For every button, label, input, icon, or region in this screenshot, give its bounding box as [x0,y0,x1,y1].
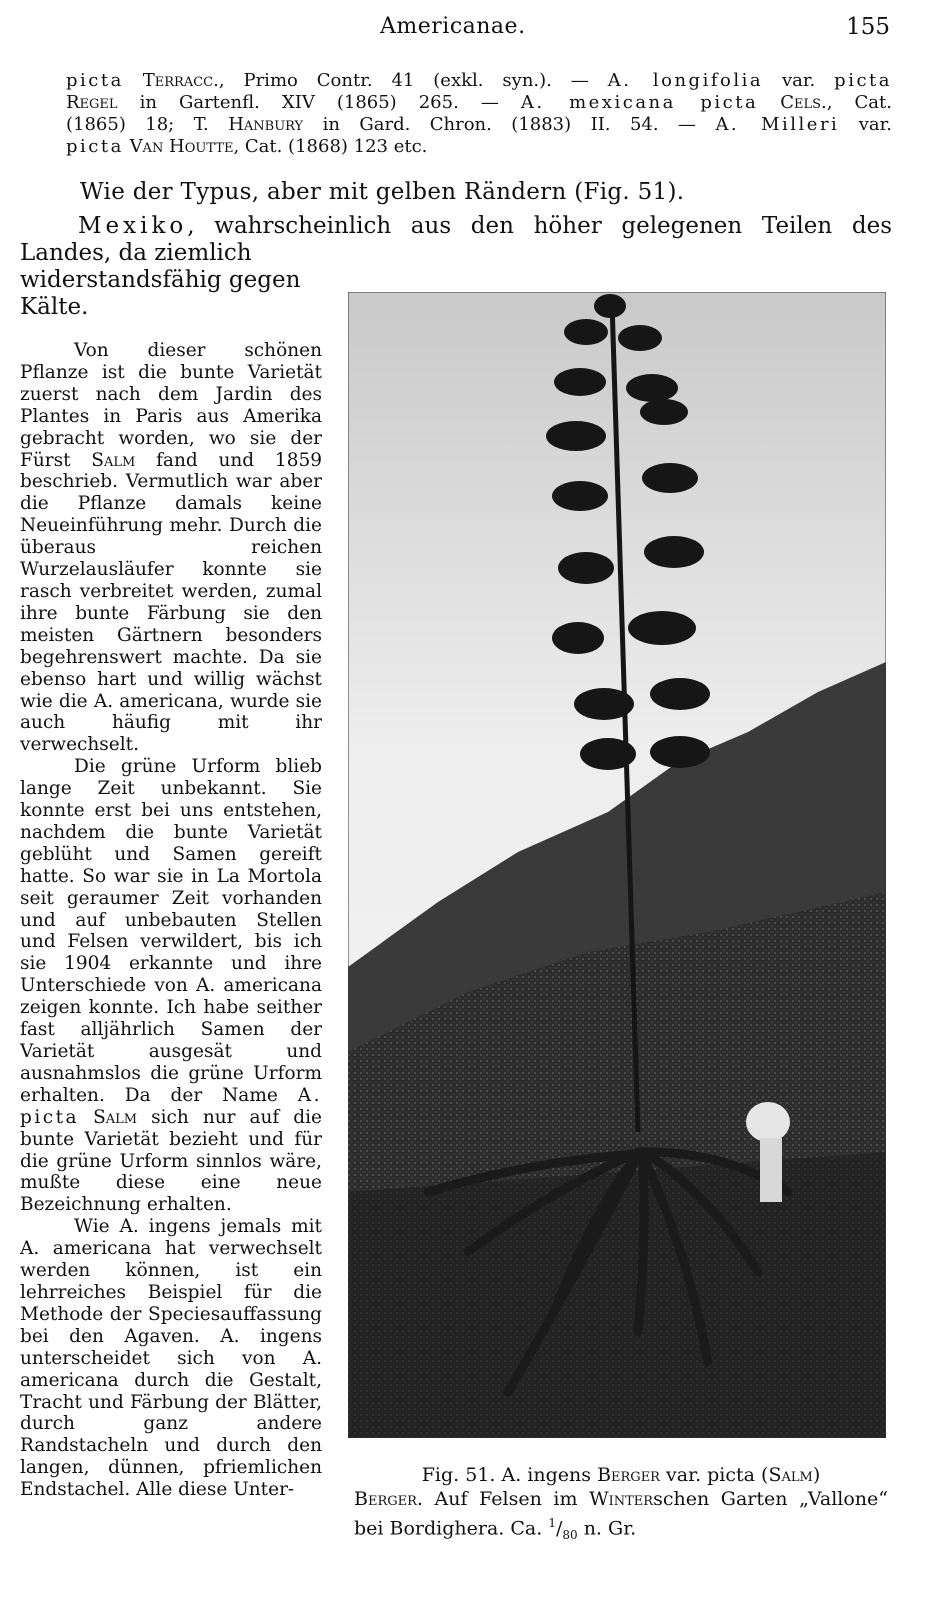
country-name: Mexiko [78,213,188,239]
paragraph: Wie A. ingens jemals mit A. americana hat verwechselt werden können, ist ein lehrreiches Beispiel für die Methode der Speciesauffassung bei den Agaven. A. ingens unterscheidet sich von A. americana durch die Gestalt, Tracht und Färbung der Blätter, durch ganz andere Randstacheln und durch den langen, dünnen, pfriemlichen Endstachel. Alle diese Unter- [20,1216,322,1501]
scale-numerator: 1 [548,1516,556,1530]
page-number: 155 [846,14,890,40]
author: Cels. [780,92,827,113]
synonym-line [66,136,892,158]
body-text [20,340,322,1501]
caption-text: var. picta ( [659,1464,769,1486]
agave-photo-drawing [348,292,886,1438]
garden-owner: Winter [589,1488,654,1510]
running-head: Americanae. [380,14,526,39]
caption-line [354,1463,888,1487]
paragraph [20,340,322,756]
citation: in Gartenfl. XIV (1865) 265. — [117,92,521,113]
caption-text: n. Gr. [577,1517,637,1540]
epithet: picta [66,70,124,91]
paragraph-text: sich nur auf die bunte Varietät bezieht und für die grüne Urform sinnlos wäre, mußte diese eine neue Bezeichnung erhalten. [20,1106,322,1216]
scale-separator: / [555,1517,563,1540]
synonym-block [66,70,892,158]
author: Berger [354,1488,417,1510]
author: Salm [93,1106,138,1128]
paragraph [20,756,322,1216]
author: Regel [66,92,118,113]
agave-photograph [348,292,886,1438]
synonym-line [66,92,892,114]
citation: (1865) 18; T. [66,114,229,135]
species-name: A. longifolia [607,70,764,91]
citation: , Cat. (1868) 123 etc. [233,136,428,157]
author: Salm [91,449,136,471]
paragraph-text: fand und 1859 beschrieb. Vermutlich war aber die Pflanze damals keine Neueinführung mehr. Durch die überaus reichen Wurzelausläufer konnte sie rasch verbreitet werden, zumal ihre bunte Färbung sie den meisten Gärtnern besonders begehrenswert machte. Da sie ebenso hart und willig wächst wie die A. americana, wurde sie auch häufig mit ihr verwechselt. [20,449,323,756]
author: Salm [768,1464,813,1486]
synonym-line [66,70,892,92]
author: Berger [597,1464,660,1486]
author: Terracc. [142,70,219,91]
epithet: picta [66,136,124,157]
author: Hanbury [228,114,304,135]
distribution-text: , wahrscheinlich aus den höher gelegenen Teilen des [187,213,892,239]
rank: var. [839,114,892,135]
author: Van Houtte [129,136,234,157]
distribution-line-1 [78,213,892,240]
distribution-line-2: Landes, da ziemlich widerstandsfähig gegen Kälte. [20,240,301,320]
caption-line [354,1487,888,1547]
caption-text: Fig. 51. A. ingens [421,1464,598,1486]
paragraph-text: Von dieser schönen Pflanze ist die bunte Varietät zuerst nach dem Jardin des Plantes in Paris aus Amerika gebracht worden, wo sie der Fürst [20,340,322,471]
diagnosis: Wie der Typus, aber mit gelben Rändern (Fig. 51). [80,179,685,205]
paragraph-text: Die grüne Urform blieb lange Zeit unbekannt. Sie konnte erst bei uns entstehen, nachdem die bunte Varietät geblüht und Samen gereift hatte. So war sie in La Mortola seit geraumer Zeit vorhanden und auf unbebauten Stellen und Felsen verwildert, bis ich sie 1904 erkannte und ihre Unterschiede von A. americana zeigen konnte. Ich habe seither fast alljährlich Samen der Varietät ausgesät und ausnahmslos die grüne Urform erhalten. Da der Name [20,756,322,1106]
rank: var. [763,70,835,91]
caption-text: schen Garten „Vallone“ bei Bordighera. Ca. [354,1488,888,1540]
species-name: A. Milleri [715,114,840,135]
scale-denominator: 80 [562,1528,578,1543]
epithet: picta [834,70,892,91]
citation: , Cat. [826,92,892,113]
citation: , Primo Contr. 41 (exkl. syn.). — [218,70,608,91]
caption-text: ) [812,1464,821,1486]
species-name: A. mexicana picta [520,92,759,113]
citation: in Gard. Chron. (1883) II. 54. — [303,114,716,135]
synonym-line [66,114,892,136]
species-name: A. picta [20,1084,322,1128]
figure-caption [354,1463,888,1547]
caption-text: . Auf Felsen im [416,1488,590,1510]
